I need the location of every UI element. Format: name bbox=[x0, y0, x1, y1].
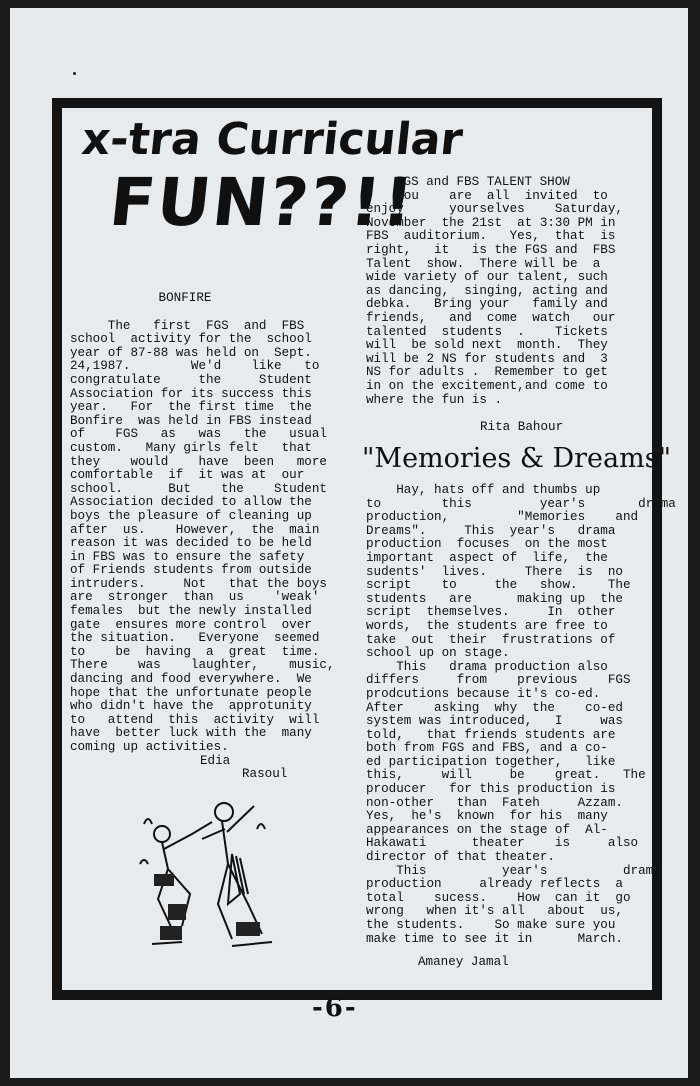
talent-show-heading: FGS and FBS TALENT SHOW bbox=[396, 175, 570, 189]
text-line: the situation. Everyone seemed bbox=[70, 631, 320, 646]
text-line: There was laughter, music, bbox=[70, 658, 335, 673]
text-line: debka. Bring your family and bbox=[366, 297, 608, 312]
page-number: -6- bbox=[312, 993, 358, 1023]
text-line: The first FGS and FBS bbox=[70, 318, 305, 333]
talent-show-article bbox=[366, 176, 642, 435]
text-line: Association decided to allow the bbox=[70, 495, 312, 510]
text-line: right, it is the FGS and FBS bbox=[366, 242, 616, 257]
text-line: production focuses on the most bbox=[366, 537, 608, 552]
text-line: dancing and food everywhere. We bbox=[70, 672, 312, 687]
text-line: NS for adults . Remember to get bbox=[366, 365, 608, 380]
text-line: to attend this activity will bbox=[70, 712, 320, 727]
bonfire-author-first: Edia bbox=[200, 753, 231, 768]
text-line: have better luck with the many bbox=[70, 726, 312, 741]
text-line: congratulate the Student bbox=[70, 372, 312, 387]
text-line: the students. So make sure you bbox=[366, 918, 616, 932]
text-line: in FBS was to ensure the safety bbox=[70, 549, 305, 564]
text-line: school activity for the school bbox=[70, 332, 312, 347]
text-line: producer for this production is bbox=[366, 782, 616, 797]
text-line: appearances on the stage of Al- bbox=[366, 822, 608, 837]
article-frame bbox=[52, 98, 676, 1000]
text-line: after us. However, the main bbox=[70, 522, 320, 537]
text-line: they would have been more bbox=[70, 454, 327, 469]
text-line: important aspect of life, the bbox=[366, 550, 608, 565]
text-line: who didn't have the approtunity bbox=[70, 699, 312, 714]
text-line: script to the show. The bbox=[366, 578, 631, 593]
text-line: differs from previous FGS bbox=[366, 673, 631, 688]
text-line: production already reflects a bbox=[366, 877, 623, 892]
text-line: to this year's drama bbox=[366, 496, 676, 511]
text-line: total sucess. How can it go bbox=[366, 890, 631, 905]
title-line-2: FUN??!! bbox=[105, 164, 419, 241]
text-line: intruders. Not that the boys bbox=[70, 576, 327, 591]
text-line: words, the students are free to bbox=[366, 618, 608, 633]
text-line: Association for its success this bbox=[70, 386, 312, 401]
text-line: enjoy yourselves Saturday, bbox=[366, 202, 623, 217]
text-line: reason it was decided to be held bbox=[70, 536, 312, 551]
bonfire-body bbox=[70, 320, 340, 755]
text-line: After asking why the co-ed bbox=[366, 700, 623, 715]
text-line: gate ensures more control over bbox=[70, 617, 312, 632]
newsletter-page bbox=[10, 8, 688, 1078]
text-line: make time to see it in March. bbox=[366, 931, 623, 946]
memories-body bbox=[366, 483, 676, 946]
bonfire-author-last: Rasoul bbox=[242, 767, 288, 782]
text-line: ed participation together, like bbox=[366, 754, 616, 769]
text-line: prodcutions because it's co-ed. bbox=[366, 686, 601, 701]
memories-article bbox=[366, 483, 676, 970]
text-line: system was introduced, I was bbox=[366, 714, 623, 729]
text-line: females but the newly installed bbox=[70, 604, 312, 619]
text-line: comfortable if it was at our bbox=[70, 468, 305, 483]
text-line: hope that the unfortunate people bbox=[70, 685, 312, 700]
text-line: boys the pleasure of cleaning up bbox=[70, 508, 312, 523]
text-line: Hakawati theater is also bbox=[366, 836, 639, 851]
text-line: Bonfire was held in FBS instead bbox=[70, 413, 312, 428]
text-line: custom. Many girls felt that bbox=[70, 440, 312, 455]
text-line: in on the excitement,and come to bbox=[366, 378, 608, 393]
text-line: production, "Memories and bbox=[366, 510, 639, 525]
text-line: This year's drama bbox=[366, 863, 661, 878]
text-line: take out their frustrations of bbox=[366, 632, 616, 647]
memories-heading: "Memories & Dreams" bbox=[362, 443, 671, 474]
text-line: This drama production also bbox=[366, 659, 608, 674]
talent-show-body bbox=[366, 190, 642, 408]
bonfire-article bbox=[70, 292, 340, 782]
dancing-couple-illustration bbox=[132, 794, 282, 954]
title-line-1: x-tra Curricular bbox=[79, 114, 466, 165]
speck-mark bbox=[73, 72, 76, 75]
text-line: coming up activities. bbox=[70, 740, 229, 754]
text-line: non-other than Fateh Azzam. bbox=[366, 795, 623, 810]
memories-author: Amaney Jamal bbox=[418, 955, 509, 970]
text-line: friends, and come watch our bbox=[366, 310, 616, 325]
text-line: sudents' lives. There is no bbox=[366, 564, 623, 579]
text-line: director of that theater. bbox=[366, 850, 555, 865]
text-line: year. For the first time the bbox=[70, 400, 312, 415]
text-line: wrong when it's all about us, bbox=[366, 904, 623, 919]
text-line: wide variety of our talent, such bbox=[366, 270, 608, 285]
text-line: are stronger than us 'weak' bbox=[70, 590, 320, 605]
text-line: to be having a great time. bbox=[70, 644, 320, 659]
text-line: 24,1987. We'd like to bbox=[70, 359, 320, 374]
text-line: told, that friends students are bbox=[366, 727, 616, 742]
text-line: both from FGS and FBS, and a co- bbox=[366, 741, 608, 756]
text-line: as dancing, singing, acting and bbox=[366, 283, 608, 298]
text-line: of FGS as was the usual bbox=[70, 427, 327, 442]
text-line: Hay, hats off and thumbs up bbox=[366, 483, 601, 497]
text-line: will be 2 NS for students and 3 bbox=[366, 351, 608, 366]
text-line: this, will be great. The bbox=[366, 768, 646, 783]
text-line: school. But the Student bbox=[70, 481, 327, 496]
text-line: talented students . Tickets bbox=[366, 324, 608, 339]
text-line: FBS auditorium. Yes, that is bbox=[366, 229, 616, 244]
text-line: You are all invited to bbox=[366, 188, 608, 203]
text-line: students are making up the bbox=[366, 591, 623, 606]
text-line: of Friends students from outside bbox=[70, 563, 312, 578]
text-line: script themselves. In other bbox=[366, 605, 616, 620]
text-line: year of 87-88 was held on Sept. bbox=[70, 345, 312, 360]
text-line: will be sold next month. They bbox=[366, 338, 608, 353]
text-line: school up on stage. bbox=[366, 646, 510, 661]
text-line: Yes, he's known for his many bbox=[366, 809, 608, 824]
text-line: where the fun is . bbox=[366, 392, 503, 407]
bonfire-heading: BONFIRE bbox=[158, 291, 212, 305]
text-line: Talent show. There will be a bbox=[366, 256, 601, 271]
text-line: Dreams". This year's drama bbox=[366, 523, 616, 538]
talent-show-author: Rita Bahour bbox=[480, 420, 564, 435]
text-line: November the 21st at 3:30 PM in bbox=[366, 215, 616, 230]
